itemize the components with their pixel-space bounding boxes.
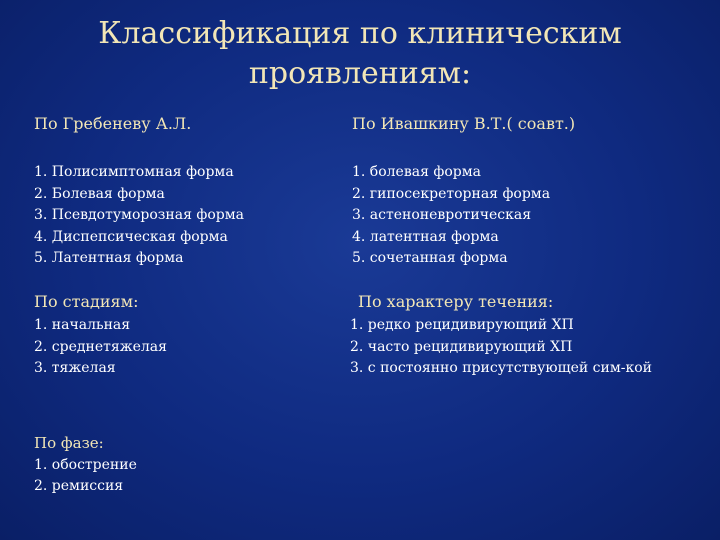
course-heading: По характеру течения: xyxy=(358,292,554,311)
list-item: 5. сочетанная форма xyxy=(352,250,508,266)
list-item: 4. латентная форма xyxy=(352,228,499,245)
list-item: 1. болевая форма xyxy=(352,164,481,180)
course-list xyxy=(350,315,652,380)
stage-heading: По стадиям: xyxy=(34,292,139,311)
list-item: 2. Болевая форма xyxy=(34,185,165,202)
list-item: 2. гипосекреторная форма xyxy=(352,185,551,202)
list-item: 3. с постоянно присутствующей сим-кой xyxy=(350,360,652,376)
slide-title-line-1: Классификация по клиническим xyxy=(98,16,622,51)
list-item: 3. Псевдотуморозная форма xyxy=(34,207,244,223)
list-item: 2. среднетяжелая xyxy=(34,338,167,355)
list-item: 1. Полисимптомная форма xyxy=(34,164,234,180)
list-item: 3. тяжелая xyxy=(34,360,116,376)
grebenev-list xyxy=(34,162,244,270)
list-item: 4. Диспепсическая форма xyxy=(34,228,228,245)
slide-title xyxy=(0,14,720,94)
list-item: 1. обострение xyxy=(34,456,137,473)
list-item: 5. Латентная форма xyxy=(34,250,184,266)
phase-heading: По фазе: xyxy=(34,434,104,452)
ivashkin-heading: По Ивашкину В.Т.( соавт.) xyxy=(352,114,576,133)
ivashkin-list xyxy=(352,162,550,270)
list-item: 2. ремиссия xyxy=(34,478,124,494)
list-item: 3. астеноневротическая xyxy=(352,207,532,223)
list-item: 1. начальная xyxy=(34,317,131,333)
grebenev-heading: По Гребеневу А.Л. xyxy=(34,114,192,133)
phase-block xyxy=(34,433,137,498)
slide-title-line-2: проявлениям: xyxy=(248,56,472,91)
list-item: 2. часто рецидивирующий ХП xyxy=(350,338,573,355)
list-item: 1. редко рецидивирующий ХП xyxy=(350,317,574,333)
stage-list xyxy=(34,315,167,380)
